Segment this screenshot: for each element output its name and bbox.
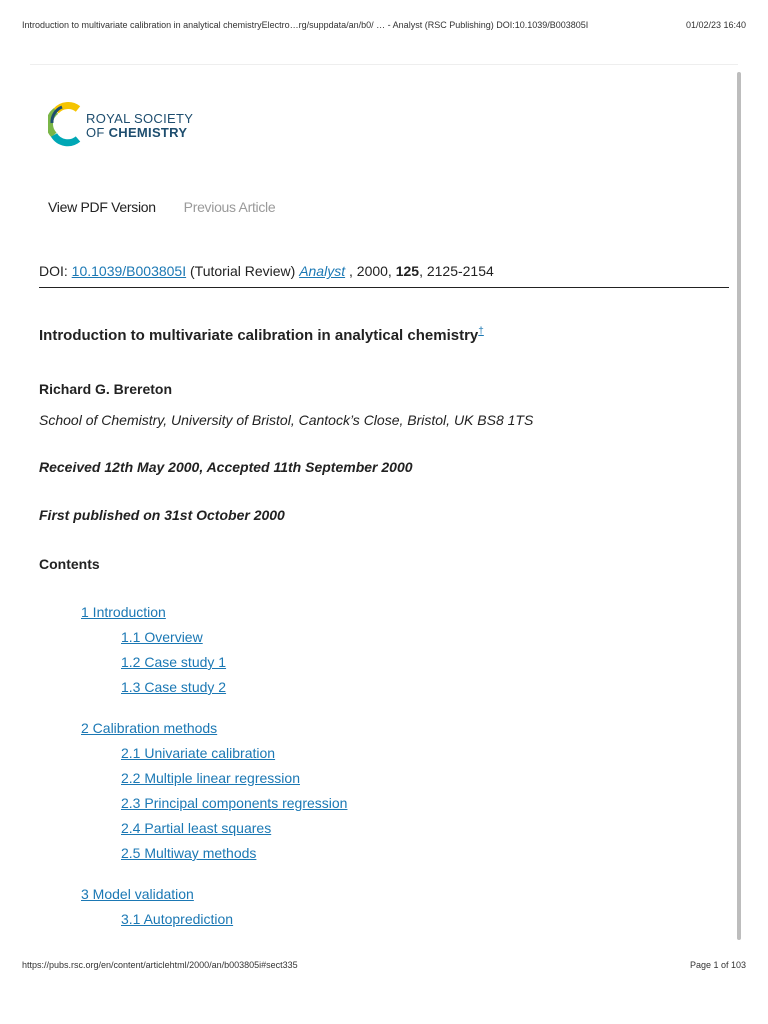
citation-volume: 125 — [395, 263, 420, 279]
received-dates: Received 12th May 2000, Accepted 11th September 2000 — [39, 459, 413, 475]
logo-text-prefix: OF — [86, 125, 109, 140]
toc-link[interactable]: 2.5 Multiway methods — [121, 845, 257, 861]
citation-year: , 2000, — [345, 263, 396, 279]
first-published-date: First published on 31st October 2000 — [39, 507, 285, 523]
title-footnote-link[interactable]: † — [478, 326, 484, 337]
print-footer-page-number: Page 1 of 103 — [689, 960, 746, 970]
citation-divider — [39, 287, 729, 288]
previous-article-link[interactable]: Previous Article — [183, 199, 276, 215]
toc-link[interactable]: 2.1 Univariate calibration — [121, 745, 276, 761]
print-header-datetime: 01/02/23 16:40 — [685, 20, 746, 30]
toc-link[interactable]: 2.3 Principal components regression — [121, 795, 348, 811]
toc-link[interactable]: 3 Model validation — [81, 886, 194, 902]
article-title-text: Introduction to multivariate calibration in analytical chemistry — [39, 327, 479, 344]
contents-heading: Contents — [39, 556, 100, 572]
article-type: (Tutorial Review) — [186, 263, 300, 279]
logo-text-bold: CHEMISTRY — [108, 125, 188, 140]
scrollbar[interactable] — [737, 72, 741, 940]
author-affiliation: School of Chemistry, University of Bristol, Cantock’s Close, Bristol, UK BS8 1TS — [39, 412, 534, 428]
toc-link[interactable]: 1 Introduction — [81, 604, 166, 620]
author-name: Richard G. Brereton — [39, 381, 173, 397]
rsc-logo[interactable] — [48, 101, 218, 147]
journal-link[interactable]: Analyst — [299, 263, 346, 279]
toc-link[interactable]: 1.1 Overview — [121, 629, 203, 645]
toc-link[interactable]: 3.1 Autoprediction — [121, 911, 234, 927]
page-frame — [30, 64, 738, 945]
toc-link[interactable]: 2.4 Partial least squares — [121, 820, 272, 836]
print-header — [22, 20, 746, 36]
toc-link[interactable]: 1.2 Case study 1 — [121, 654, 227, 670]
print-footer-url: https://pubs.rsc.org/en/content/articlehtml/2000/an/b003805i#sect335 — [22, 960, 298, 970]
print-footer — [22, 960, 746, 974]
citation-pages: , 2125-2154 — [419, 263, 494, 279]
view-pdf-link[interactable]: View PDF Version — [48, 199, 156, 215]
citation-line — [39, 263, 729, 279]
toc-link[interactable]: 1.3 Case study 2 — [121, 679, 227, 695]
toc-link[interactable]: 2.2 Multiple linear regression — [121, 770, 300, 786]
logo-text-line2 — [86, 125, 187, 140]
doi-prefix: DOI: — [39, 263, 72, 279]
toc-link[interactable]: 2 Calibration methods — [81, 720, 218, 736]
logo-text-line1: ROYAL SOCIETY — [86, 111, 194, 126]
article-nav — [48, 199, 275, 215]
article-title — [39, 326, 484, 344]
rsc-logo-icon — [48, 101, 84, 147]
print-header-title: Introduction to multivariate calibration in analytical chemistryElectro…rg/suppdata/an/b0/ … - Analyst (RSC Publishing) DOI:10.1039/B003805I — [22, 20, 589, 30]
doi-link[interactable]: 10.1039/B003805I — [71, 263, 187, 279]
